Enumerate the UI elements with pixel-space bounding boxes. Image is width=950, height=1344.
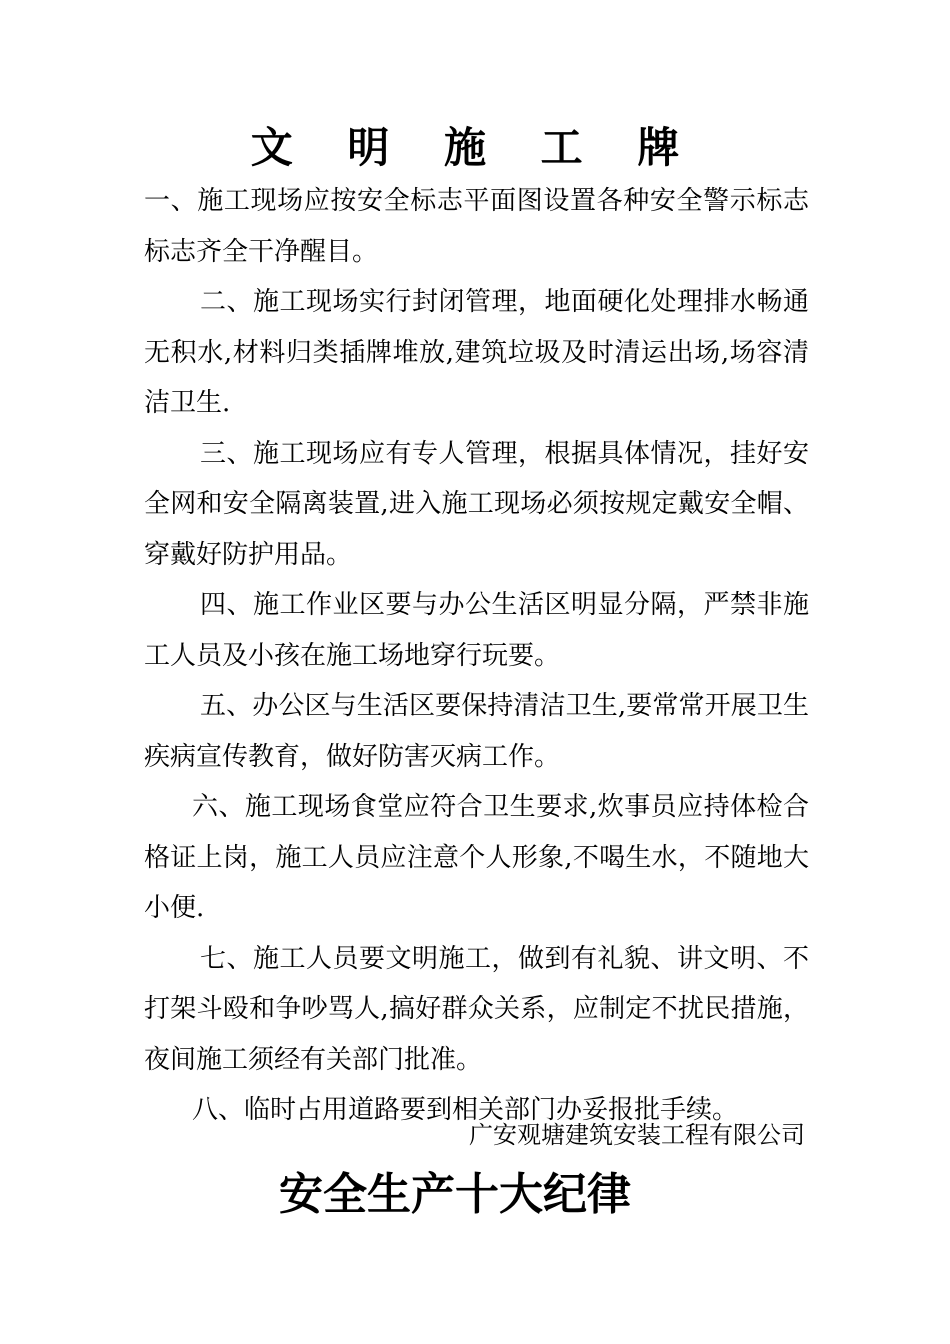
paragraph-7: 七、施工人员要文明施工，做到有礼貌、讲文明、不打架斗殴和争吵骂人,搞好群众关系，应制定不扰民措施，夜间施工须经有关部门批准。	[144, 943, 809, 1075]
paragraph-6: 六、施工现场食堂应符合卫生要求,炊事员应持体检合格证上岗，施工人员应注意个人形象,不喝生水，不随地大小便.	[144, 792, 809, 923]
paragraph-1: 一、施工现场应按安全标志平面图设置各种安全警示标志标志齐全干净醒目。	[144, 186, 809, 267]
paragraph-8: 八、临时占用道路要到相关部门办妥报批手续。	[192, 1095, 739, 1125]
paragraph-3: 三、施工现场应有专人管理，根据具体情况，挂好安全网和安全隔离装置,进入施工现场必须按规定戴安全帽、穿戴好防护用品。	[144, 438, 809, 570]
company-name: 广安观塘建筑安装工程有限公司	[469, 1121, 805, 1149]
paragraph-4: 四、施工作业区要与办公生活区明显分隔，严禁非施工人员及小孩在施工场地穿行玩要。	[144, 590, 809, 671]
paragraph-2: 二、施工现场实行封闭管理，地面硬化处理排水畅通无积水,材料归类插牌堆放,建筑垃圾及时清运出场,场容清洁卫生.	[144, 287, 809, 418]
section-title: 安全生产十大纪律	[279, 1169, 631, 1220]
document-title: 文 明 施 工 牌	[250, 123, 700, 172]
document-body	[144, 176, 809, 1136]
paragraph-5: 五、办公区与生活区要保持清洁卫生,要常常开展卫生疾病宣传教育，做好防害灭病工作。	[144, 691, 809, 772]
